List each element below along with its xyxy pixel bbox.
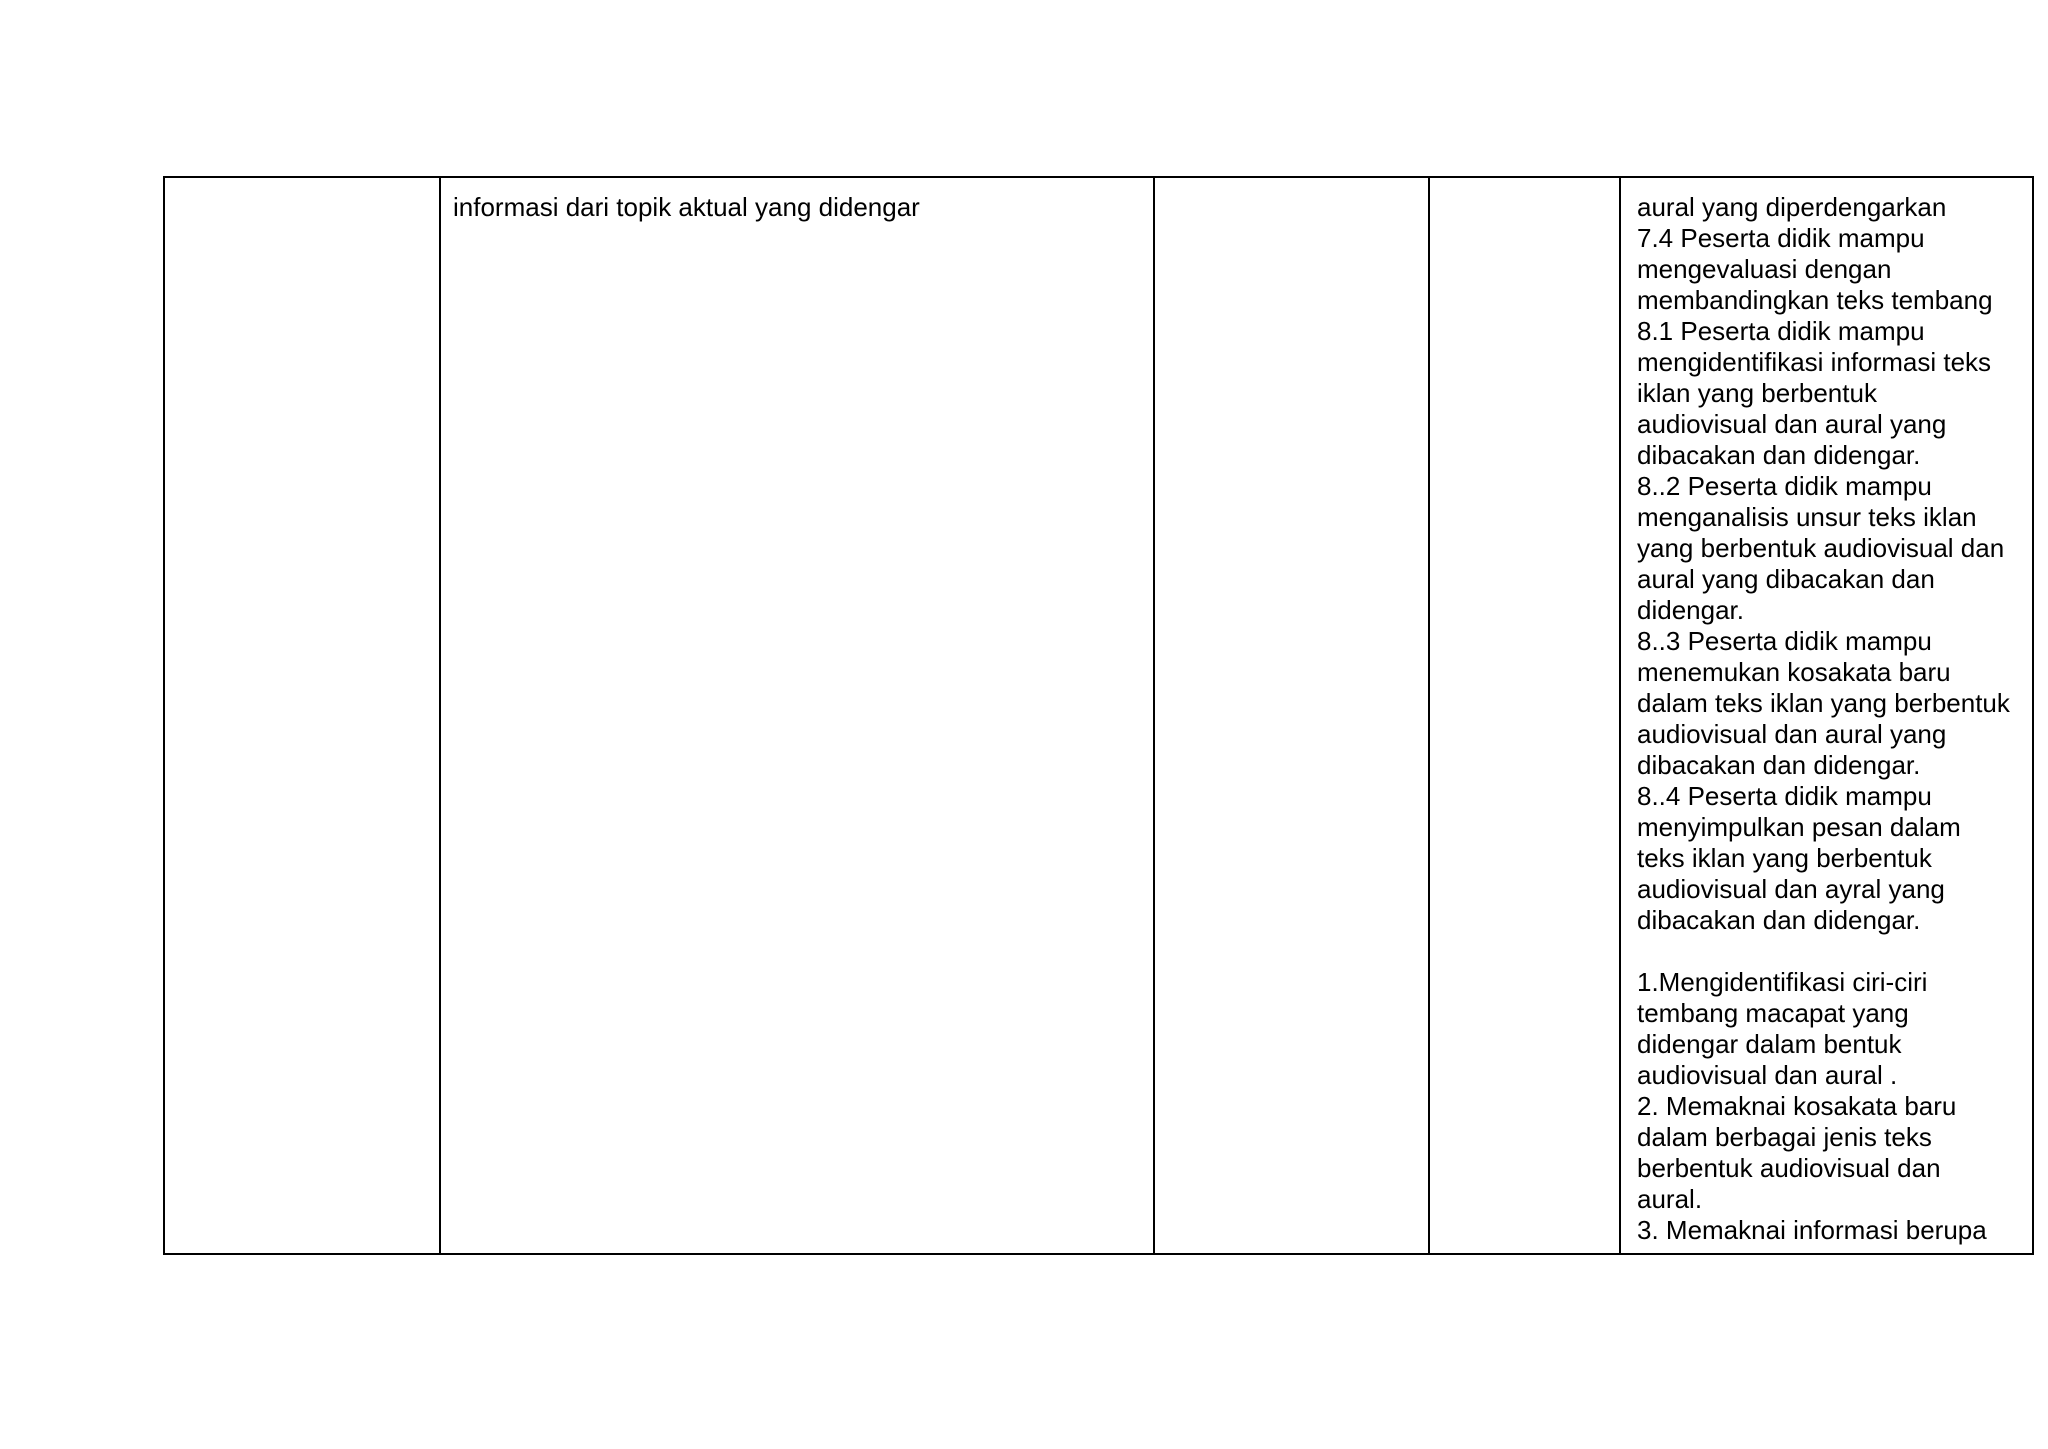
table-cell-3 [1154,177,1429,1254]
curriculum-table [163,176,2034,1255]
table-cell-1 [164,177,440,1254]
table-cell-2 [440,177,1154,1254]
cell-2-text: informasi dari topik aktual yang didengar [453,192,920,222]
table-row [164,177,2033,1254]
cell-5-text: aural yang diperdengarkan 7.4 Peserta didik mampu mengevaluasi dengan membandingkan teks tembang 8.1 Peserta didik mampu mengidentifikasi informasi teks iklan yang berbentuk audiovisual dan aural yang dibacakan dan didengar. 8..2 Peserta didik mampu menganalisis unsur teks iklan yang berbentuk audiovisual dan aural yang dibacakan dan didengar. 8..3 Peserta didik mampu menemukan kosakata baru dalam teks iklan yang berbentuk audiovisual dan aural yang dibacakan dan didengar. 8..4 Peserta didik mampu menyimpulkan pesan dalam teks iklan yang berbentuk audiovisual dan ayral yang dibacakan dan didengar. 1.Mengidentifikasi ciri-ciri tembang macapat yang didengar dalam bentuk audiovisual dan aural . 2. Memaknai kosakata baru dalam berbagai jenis teks berbentuk audiovisual dan aural. 3. Memaknai informasi berupa [1637,192,2010,1245]
table-cell-5 [1620,177,2033,1254]
table-cell-4 [1429,177,1620,1254]
